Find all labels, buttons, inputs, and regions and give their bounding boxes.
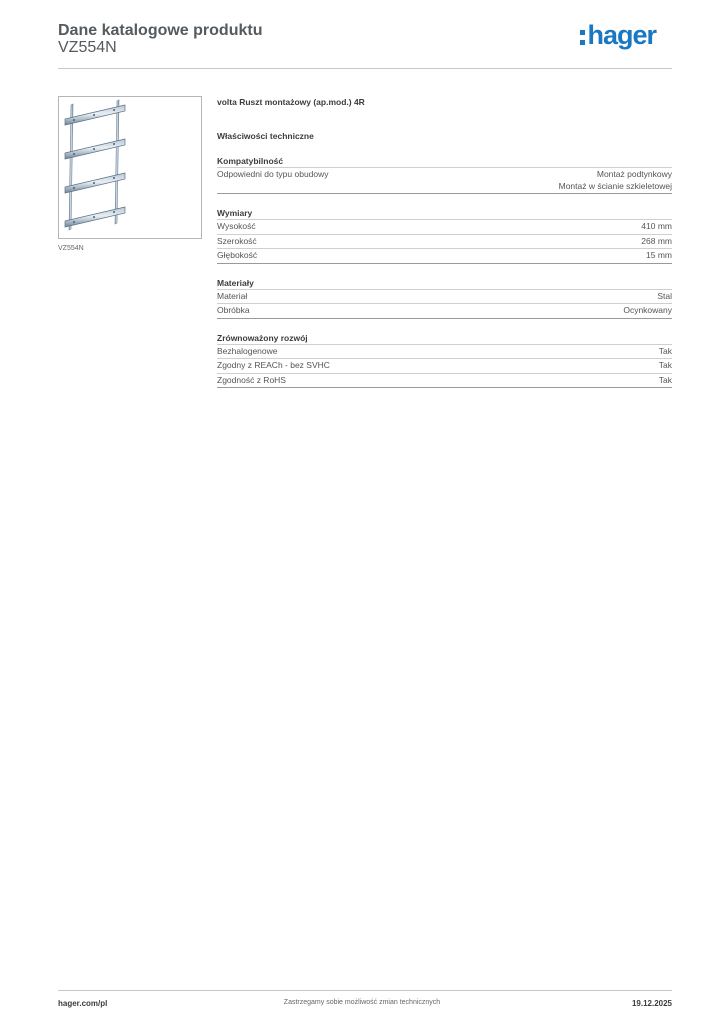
mounting-rail-frame-image <box>59 97 201 238</box>
spec-value: Ocynkowany <box>623 305 672 315</box>
logo-text: hager <box>587 20 656 50</box>
spec-value: Stal <box>657 290 672 301</box>
spec-label: Zgodny z REACh - bez SVHC <box>217 360 330 370</box>
spec-group-dimensions <box>217 207 672 264</box>
footer-disclaimer: Zastrzegamy sobie możliwość zmian technicznych <box>283 999 441 1006</box>
product-details <box>217 96 672 388</box>
spec-row <box>217 374 672 389</box>
spec-label: Obróbka <box>217 305 250 315</box>
document-title: Dane katalogowe produktu <box>58 22 263 39</box>
header-divider <box>58 68 672 69</box>
spec-row <box>217 290 672 305</box>
spec-row <box>217 249 672 264</box>
spec-value: 15 mm <box>646 250 672 260</box>
spec-value: Tak <box>658 374 672 385</box>
image-caption: VZ554N <box>58 245 84 252</box>
spec-value-line: Montaż w ścianie szkieletowej <box>558 180 672 191</box>
spec-row <box>217 220 672 235</box>
spec-label: Bezhalogenowe <box>217 345 278 356</box>
product-code: VZ554N <box>58 39 117 56</box>
footer-date: 19.12.2025 <box>631 999 672 1008</box>
spec-value: 410 mm <box>641 221 672 231</box>
spec-value-line: Montaż podtynkowy <box>596 169 672 179</box>
spec-value: Tak <box>658 345 672 356</box>
technical-properties-heading: Właściwości techniczne <box>217 131 314 141</box>
spec-group-title: Materiały <box>217 277 672 290</box>
spec-value: 268 mm <box>641 235 672 246</box>
spec-group-compatibility <box>217 155 672 194</box>
spec-group-title: Zrównoważony rozwój <box>217 332 672 345</box>
spec-label: Materiał <box>217 290 248 301</box>
spec-row <box>217 359 672 374</box>
spec-label: Zgodność z RoHS <box>217 374 286 385</box>
spec-label: Wysokość <box>217 221 256 231</box>
spec-value: Tak <box>658 360 672 370</box>
hager-logo <box>580 20 656 50</box>
spec-row <box>217 345 672 360</box>
spec-group-materials <box>217 277 672 319</box>
footer-website-link[interactable]: hager.com/pl <box>58 999 108 1008</box>
spec-group-title: Wymiary <box>217 207 672 220</box>
spec-label: Odpowiedni do typu obudowy <box>217 169 329 179</box>
spec-label: Szerokość <box>217 235 257 246</box>
spec-row <box>217 304 672 319</box>
spec-group-sustainability <box>217 332 672 389</box>
logo-dots-icon <box>580 30 585 45</box>
spec-group-title: Kompatybilność <box>217 155 672 168</box>
page-header <box>58 20 672 68</box>
footer-divider <box>58 990 672 991</box>
spec-row <box>217 235 672 250</box>
spec-row <box>217 168 672 194</box>
spec-value <box>559 169 672 192</box>
spec-label: Głębokość <box>217 250 258 260</box>
product-image <box>58 96 202 239</box>
product-name: volta Ruszt montażowy (ap.mod.) 4R <box>217 97 365 107</box>
